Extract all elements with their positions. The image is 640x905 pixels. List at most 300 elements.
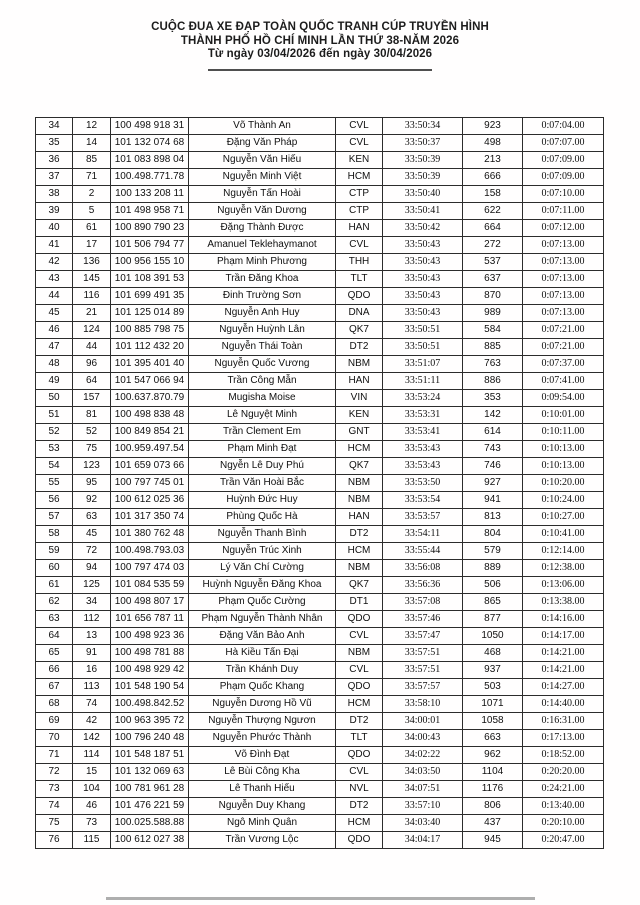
title-line-3-dates: Từ ngày 03/04/2026 đến ngày 30/04/2026	[207, 48, 433, 60]
rider-name-cell: Nguyễn Trúc Xinh	[189, 543, 336, 560]
uci-id-cell: 101 548 187 51	[111, 747, 189, 764]
points-cell: 142	[463, 407, 523, 424]
bib-number-cell: 15	[73, 764, 111, 781]
time-cell: 33:57:51	[383, 645, 463, 662]
points-cell: 927	[463, 475, 523, 492]
points-cell: 664	[463, 220, 523, 237]
time-cell: 33:50:51	[383, 339, 463, 356]
rider-name-cell: Nguyễn Phước Thành	[189, 730, 336, 747]
bib-number-cell: 145	[73, 271, 111, 288]
gap-cell: 0:10:27.00	[523, 509, 604, 526]
team-code-cell: CVL	[336, 237, 383, 254]
bib-number-cell: 72	[73, 543, 111, 560]
uci-id-cell: 101 395 401 40	[111, 356, 189, 373]
gap-cell: 0:17:13.00	[523, 730, 604, 747]
time-cell: 34:04:17	[383, 832, 463, 849]
rider-name-cell: Phạm Minh Đạt	[189, 441, 336, 458]
gap-cell: 0:14:16.00	[523, 611, 604, 628]
team-code-cell: DT2	[336, 339, 383, 356]
rank-cell: 69	[36, 713, 73, 730]
team-code-cell: DT1	[336, 594, 383, 611]
time-cell: 33:50:51	[383, 322, 463, 339]
gap-cell: 0:07:12.00	[523, 220, 604, 237]
uci-id-cell: 100 885 798 75	[111, 322, 189, 339]
uci-id-cell: 101 132 074 68	[111, 135, 189, 152]
points-cell: 743	[463, 441, 523, 458]
table-row	[36, 237, 604, 254]
bib-number-cell: 116	[73, 288, 111, 305]
rank-cell: 38	[36, 186, 73, 203]
gap-cell: 0:13:40.00	[523, 798, 604, 815]
rank-cell: 50	[36, 390, 73, 407]
uci-id-cell: 100.498.771.78	[111, 169, 189, 186]
points-cell: 877	[463, 611, 523, 628]
time-cell: 34:02:22	[383, 747, 463, 764]
points-cell: 468	[463, 645, 523, 662]
rank-cell: 73	[36, 781, 73, 798]
uci-id-cell: 100 498 807 17	[111, 594, 189, 611]
time-cell: 34:00:43	[383, 730, 463, 747]
points-cell: 806	[463, 798, 523, 815]
rider-name-cell: Nguyễn Thanh Bình	[189, 526, 336, 543]
table-row	[36, 781, 604, 798]
rank-cell: 59	[36, 543, 73, 560]
rider-name-cell: Huỳnh Nguyễn Đăng Khoa	[189, 577, 336, 594]
team-code-cell: QDO	[336, 611, 383, 628]
points-cell: 989	[463, 305, 523, 322]
points-cell: 1071	[463, 696, 523, 713]
uci-id-cell: 101 506 794 77	[111, 237, 189, 254]
time-cell: 33:53:50	[383, 475, 463, 492]
uci-id-cell: 101 548 190 54	[111, 679, 189, 696]
gap-cell: 0:07:07.00	[523, 135, 604, 152]
team-code-cell: HAN	[336, 373, 383, 390]
results-table-body	[36, 118, 604, 849]
table-row	[36, 815, 604, 832]
team-code-cell: TLT	[336, 730, 383, 747]
table-row	[36, 628, 604, 645]
team-code-cell: NBM	[336, 492, 383, 509]
rank-cell: 47	[36, 339, 73, 356]
rider-name-cell: Nguyễn Văn Dương	[189, 203, 336, 220]
table-row	[36, 832, 604, 849]
team-code-cell: KEN	[336, 407, 383, 424]
time-cell: 33:56:36	[383, 577, 463, 594]
gap-cell: 0:13:06.00	[523, 577, 604, 594]
gap-cell: 0:10:01.00	[523, 407, 604, 424]
time-cell: 33:50:43	[383, 288, 463, 305]
time-cell: 33:57:08	[383, 594, 463, 611]
table-row	[36, 356, 604, 373]
team-code-cell: QK7	[336, 322, 383, 339]
table-row	[36, 577, 604, 594]
points-cell: 1104	[463, 764, 523, 781]
team-code-cell: GNT	[336, 424, 383, 441]
team-code-cell: CVL	[336, 628, 383, 645]
time-cell: 33:53:43	[383, 458, 463, 475]
table-row	[36, 492, 604, 509]
bib-number-cell: 136	[73, 254, 111, 271]
points-cell: 937	[463, 662, 523, 679]
table-row	[36, 203, 604, 220]
rank-cell: 49	[36, 373, 73, 390]
bib-number-cell: 46	[73, 798, 111, 815]
table-row	[36, 373, 604, 390]
gap-cell: 0:10:13.00	[523, 458, 604, 475]
table-row	[36, 560, 604, 577]
team-code-cell: DT2	[336, 526, 383, 543]
rank-cell: 60	[36, 560, 73, 577]
rider-name-cell: Võ Đình Đạt	[189, 747, 336, 764]
rider-name-cell: Đặng Thành Được	[189, 220, 336, 237]
bib-number-cell: 42	[73, 713, 111, 730]
rider-name-cell: Nguyễn Anh Huy	[189, 305, 336, 322]
uci-id-cell: 101 125 014 89	[111, 305, 189, 322]
table-row	[36, 679, 604, 696]
rank-cell: 66	[36, 662, 73, 679]
rider-name-cell: Nguyễn Thượng Ngươn	[189, 713, 336, 730]
table-row	[36, 288, 604, 305]
team-code-cell: QK7	[336, 577, 383, 594]
uci-id-cell: 100 498 838 48	[111, 407, 189, 424]
gap-cell: 0:14:21.00	[523, 645, 604, 662]
rider-name-cell: Hà Kiều Tấn Đại	[189, 645, 336, 662]
rank-cell: 67	[36, 679, 73, 696]
bib-number-cell: 64	[73, 373, 111, 390]
uci-id-cell: 100.498.793.03	[111, 543, 189, 560]
table-row	[36, 220, 604, 237]
rider-name-cell: Nguyễn Văn Hiếu	[189, 152, 336, 169]
bib-number-cell: 74	[73, 696, 111, 713]
bib-number-cell: 115	[73, 832, 111, 849]
time-cell: 33:58:10	[383, 696, 463, 713]
rider-name-cell: Ngyễn Lê Duy Phú	[189, 458, 336, 475]
uci-id-cell: 100 498 923 36	[111, 628, 189, 645]
team-code-cell: NBM	[336, 356, 383, 373]
uci-id-cell: 101 656 787 11	[111, 611, 189, 628]
table-row	[36, 458, 604, 475]
time-cell: 33:50:39	[383, 169, 463, 186]
rank-cell: 44	[36, 288, 73, 305]
bib-number-cell: 92	[73, 492, 111, 509]
bib-number-cell: 112	[73, 611, 111, 628]
bib-number-cell: 13	[73, 628, 111, 645]
rider-name-cell: Huỳnh Đức Huy	[189, 492, 336, 509]
rank-cell: 65	[36, 645, 73, 662]
gap-cell: 0:14:21.00	[523, 662, 604, 679]
table-row	[36, 713, 604, 730]
rider-name-cell: Trần Khánh Duy	[189, 662, 336, 679]
uci-id-cell: 100 612 025 36	[111, 492, 189, 509]
points-cell: 213	[463, 152, 523, 169]
points-cell: 923	[463, 118, 523, 135]
rank-cell: 63	[36, 611, 73, 628]
uci-id-cell: 100 797 745 01	[111, 475, 189, 492]
gap-cell: 0:10:24.00	[523, 492, 604, 509]
points-cell: 498	[463, 135, 523, 152]
rider-name-cell: Trần Văn Hoài Bắc	[189, 475, 336, 492]
rank-cell: 71	[36, 747, 73, 764]
bib-number-cell: 85	[73, 152, 111, 169]
rank-cell: 52	[36, 424, 73, 441]
uci-id-cell: 100.498.842.52	[111, 696, 189, 713]
team-code-cell: CTP	[336, 203, 383, 220]
bib-number-cell: 142	[73, 730, 111, 747]
rider-name-cell: Đặng Văn Pháp	[189, 135, 336, 152]
points-cell: 579	[463, 543, 523, 560]
uci-id-cell: 100.637.870.79	[111, 390, 189, 407]
team-code-cell: HCM	[336, 441, 383, 458]
gap-cell: 0:07:21.00	[523, 339, 604, 356]
team-code-cell: CVL	[336, 662, 383, 679]
gap-cell: 0:14:27.00	[523, 679, 604, 696]
rank-cell: 36	[36, 152, 73, 169]
team-code-cell: QDO	[336, 832, 383, 849]
table-row	[36, 271, 604, 288]
table-row	[36, 475, 604, 492]
time-cell: 33:57:46	[383, 611, 463, 628]
rider-name-cell: Phạm Nguyễn Thành Nhân	[189, 611, 336, 628]
rank-cell: 39	[36, 203, 73, 220]
table-row	[36, 509, 604, 526]
team-code-cell: DNA	[336, 305, 383, 322]
table-row	[36, 747, 604, 764]
gap-cell: 0:18:52.00	[523, 747, 604, 764]
gap-cell: 0:12:14.00	[523, 543, 604, 560]
rider-name-cell: Lê Bùi Công Kha	[189, 764, 336, 781]
uci-id-cell: 100 498 781 88	[111, 645, 189, 662]
time-cell: 33:50:43	[383, 271, 463, 288]
rider-name-cell: Phạm Minh Phương	[189, 254, 336, 271]
points-cell: 637	[463, 271, 523, 288]
rider-name-cell: Nguyễn Duy Khang	[189, 798, 336, 815]
rank-cell: 53	[36, 441, 73, 458]
time-cell: 34:03:50	[383, 764, 463, 781]
gap-cell: 0:07:11.00	[523, 203, 604, 220]
points-cell: 962	[463, 747, 523, 764]
bib-number-cell: 34	[73, 594, 111, 611]
gap-cell: 0:20:20.00	[523, 764, 604, 781]
points-cell: 614	[463, 424, 523, 441]
time-cell: 33:50:40	[383, 186, 463, 203]
table-row	[36, 169, 604, 186]
rider-name-cell: Võ Thành An	[189, 118, 336, 135]
rank-cell: 35	[36, 135, 73, 152]
rank-cell: 37	[36, 169, 73, 186]
rank-cell: 70	[36, 730, 73, 747]
rider-name-cell: Lê Nguyệt Minh	[189, 407, 336, 424]
gap-cell: 0:07:10.00	[523, 186, 604, 203]
table-row	[36, 424, 604, 441]
rider-name-cell: Ngô Minh Quân	[189, 815, 336, 832]
time-cell: 33:56:08	[383, 560, 463, 577]
rank-cell: 54	[36, 458, 73, 475]
bib-number-cell: 52	[73, 424, 111, 441]
uci-id-cell: 100 498 929 42	[111, 662, 189, 679]
table-row	[36, 322, 604, 339]
points-cell: 804	[463, 526, 523, 543]
gap-cell: 0:07:21.00	[523, 322, 604, 339]
team-code-cell: HCM	[336, 169, 383, 186]
team-code-cell: TLT	[336, 271, 383, 288]
rider-name-cell: Trần Clement Em	[189, 424, 336, 441]
time-cell: 33:57:47	[383, 628, 463, 645]
points-cell: 1058	[463, 713, 523, 730]
bib-number-cell: 44	[73, 339, 111, 356]
rank-cell: 57	[36, 509, 73, 526]
team-code-cell: QDO	[336, 747, 383, 764]
bib-number-cell: 94	[73, 560, 111, 577]
rider-name-cell: Nguyễn Huỳnh Lân	[189, 322, 336, 339]
points-cell: 506	[463, 577, 523, 594]
team-code-cell: HAN	[336, 220, 383, 237]
gap-cell: 0:07:37.00	[523, 356, 604, 373]
bib-number-cell: 157	[73, 390, 111, 407]
rank-cell: 76	[36, 832, 73, 849]
uci-id-cell: 101 084 535 59	[111, 577, 189, 594]
table-row	[36, 441, 604, 458]
rider-name-cell: Nguyễn Thái Toàn	[189, 339, 336, 356]
bib-number-cell: 21	[73, 305, 111, 322]
points-cell: 763	[463, 356, 523, 373]
gap-cell: 0:07:09.00	[523, 169, 604, 186]
bib-number-cell: 16	[73, 662, 111, 679]
points-cell: 865	[463, 594, 523, 611]
gap-cell: 0:14:17.00	[523, 628, 604, 645]
points-cell: 889	[463, 560, 523, 577]
header-divider-line	[208, 69, 432, 71]
uci-id-cell: 100 956 155 10	[111, 254, 189, 271]
table-row	[36, 696, 604, 713]
team-code-cell: NBM	[336, 645, 383, 662]
gap-cell: 0:07:13.00	[523, 305, 604, 322]
rank-cell: 56	[36, 492, 73, 509]
gap-cell: 0:07:09.00	[523, 152, 604, 169]
rider-name-cell: Lý Văn Chí Cường	[189, 560, 336, 577]
title-line-2: THÀNH PHỐ HỒ CHÍ MINH LẦN THỨ 38-NĂM 2026	[180, 34, 460, 47]
time-cell: 34:07:51	[383, 781, 463, 798]
time-cell: 34:03:40	[383, 815, 463, 832]
bib-number-cell: 14	[73, 135, 111, 152]
gap-cell: 0:07:13.00	[523, 271, 604, 288]
bib-number-cell: 5	[73, 203, 111, 220]
table-row	[36, 152, 604, 169]
uci-id-cell: 100.959.497.54	[111, 441, 189, 458]
time-cell: 33:53:43	[383, 441, 463, 458]
team-code-cell: NVL	[336, 781, 383, 798]
rider-name-cell: Đinh Trường Sơn	[189, 288, 336, 305]
gap-cell: 0:07:41.00	[523, 373, 604, 390]
table-row	[36, 305, 604, 322]
gap-cell: 0:13:38.00	[523, 594, 604, 611]
team-code-cell: CTP	[336, 186, 383, 203]
team-code-cell: NBM	[336, 560, 383, 577]
footer-divider-line	[106, 897, 535, 900]
points-cell: 584	[463, 322, 523, 339]
team-code-cell: HCM	[336, 815, 383, 832]
team-code-cell: DT2	[336, 713, 383, 730]
time-cell: 33:53:31	[383, 407, 463, 424]
uci-id-cell: 101 699 491 35	[111, 288, 189, 305]
uci-id-cell: 100 963 395 72	[111, 713, 189, 730]
rider-name-cell: Trần Đăng Khoa	[189, 271, 336, 288]
team-code-cell: THH	[336, 254, 383, 271]
time-cell: 33:57:57	[383, 679, 463, 696]
rank-cell: 46	[36, 322, 73, 339]
time-cell: 33:50:41	[383, 203, 463, 220]
rider-name-cell: Phạm Quốc Khang	[189, 679, 336, 696]
table-row	[36, 645, 604, 662]
team-code-cell: HAN	[336, 509, 383, 526]
uci-id-cell: 100 612 027 38	[111, 832, 189, 849]
rank-cell: 48	[36, 356, 73, 373]
team-code-cell: QDO	[336, 288, 383, 305]
time-cell: 33:57:10	[383, 798, 463, 815]
time-cell: 33:50:37	[383, 135, 463, 152]
team-code-cell: KEN	[336, 152, 383, 169]
time-cell: 33:51:11	[383, 373, 463, 390]
team-code-cell: DT2	[336, 798, 383, 815]
points-cell: 885	[463, 339, 523, 356]
rank-cell: 62	[36, 594, 73, 611]
gap-cell: 0:12:38.00	[523, 560, 604, 577]
rider-name-cell: Nguyễn Minh Việt	[189, 169, 336, 186]
gap-cell: 0:07:13.00	[523, 237, 604, 254]
time-cell: 33:54:11	[383, 526, 463, 543]
uci-id-cell: 100 781 961 28	[111, 781, 189, 798]
bib-number-cell: 75	[73, 441, 111, 458]
time-cell: 33:50:39	[383, 152, 463, 169]
uci-id-cell: 101 317 350 74	[111, 509, 189, 526]
uci-id-cell: 100 133 208 11	[111, 186, 189, 203]
time-cell: 33:51:07	[383, 356, 463, 373]
bib-number-cell: 123	[73, 458, 111, 475]
team-code-cell: CVL	[336, 764, 383, 781]
points-cell: 437	[463, 815, 523, 832]
uci-id-cell: 101 112 432 20	[111, 339, 189, 356]
uci-id-cell: 100 797 474 03	[111, 560, 189, 577]
bib-number-cell: 12	[73, 118, 111, 135]
gap-cell: 0:10:11.00	[523, 424, 604, 441]
table-row	[36, 390, 604, 407]
rank-cell: 42	[36, 254, 73, 271]
gap-cell: 0:14:40.00	[523, 696, 604, 713]
bib-number-cell: 71	[73, 169, 111, 186]
uci-id-cell: 101 380 762 48	[111, 526, 189, 543]
table-row	[36, 662, 604, 679]
points-cell: 941	[463, 492, 523, 509]
team-code-cell: VIN	[336, 390, 383, 407]
rank-cell: 58	[36, 526, 73, 543]
uci-id-cell: 101 108 391 53	[111, 271, 189, 288]
rank-cell: 75	[36, 815, 73, 832]
bib-number-cell: 63	[73, 509, 111, 526]
uci-id-cell: 100.025.588.88	[111, 815, 189, 832]
points-cell: 886	[463, 373, 523, 390]
uci-id-cell: 101 547 066 94	[111, 373, 189, 390]
uci-id-cell: 100 796 240 48	[111, 730, 189, 747]
rank-cell: 45	[36, 305, 73, 322]
rider-name-cell: Đặng Văn Bảo Anh	[189, 628, 336, 645]
gap-cell: 0:10:13.00	[523, 441, 604, 458]
gap-cell: 0:16:31.00	[523, 713, 604, 730]
rank-cell: 34	[36, 118, 73, 135]
document-header	[0, 21, 640, 62]
bib-number-cell: 124	[73, 322, 111, 339]
points-cell: 503	[463, 679, 523, 696]
gap-cell: 0:09:54.00	[523, 390, 604, 407]
bib-number-cell: 61	[73, 220, 111, 237]
